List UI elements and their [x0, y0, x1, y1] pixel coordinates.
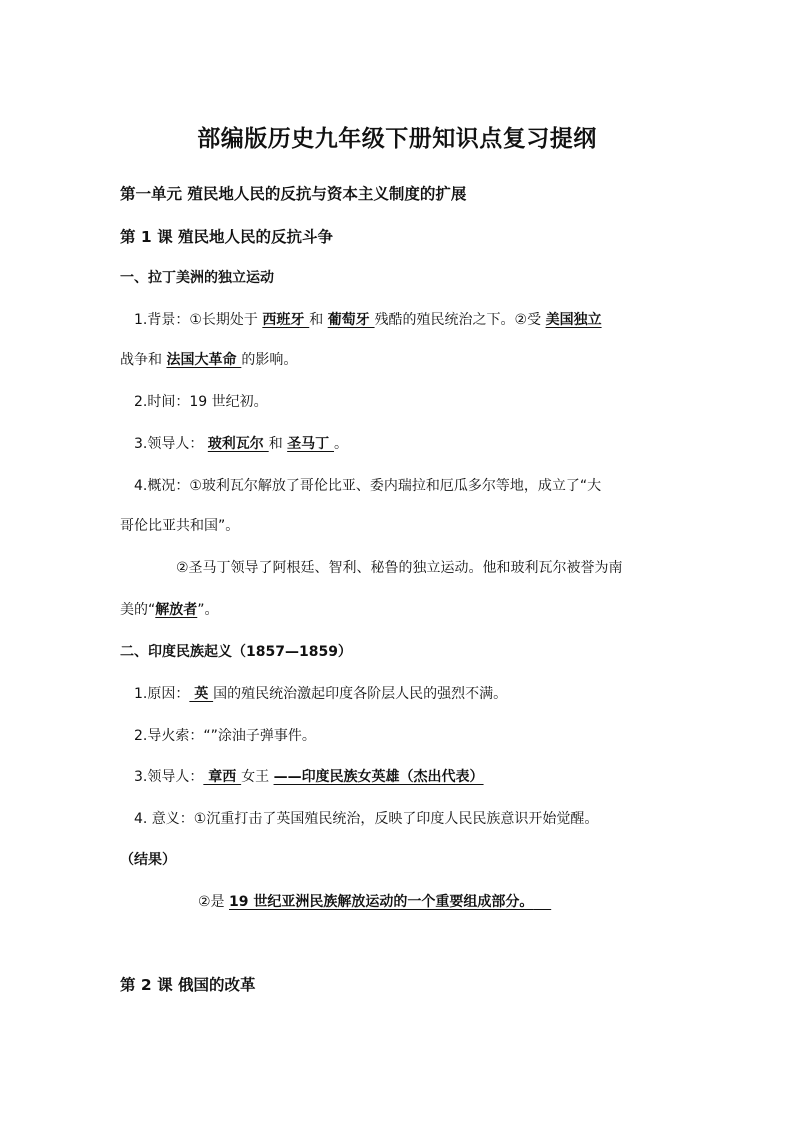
- underline-blank: [533, 894, 551, 910]
- result-label: （结果）: [120, 852, 176, 868]
- leader-line: [134, 434, 348, 454]
- leader-text: 和: [268, 436, 288, 452]
- keyword-san-martin: 圣马丁: [287, 436, 335, 452]
- keyword-portugal: 葡萄牙: [327, 312, 375, 328]
- sec2-leader-line: [134, 767, 484, 787]
- cause-line: [134, 684, 507, 704]
- meaning-line-2: [198, 892, 551, 912]
- background-text: 和: [309, 312, 328, 328]
- keyword-liberator: 解放者: [155, 602, 198, 618]
- cause-text: 1.原因：: [134, 686, 190, 702]
- background-text: 的影响。: [241, 352, 298, 368]
- background-text: 战争和: [120, 352, 167, 368]
- keyword-spain: 西班牙: [262, 312, 310, 328]
- leader-text: 3.领导人：: [134, 436, 208, 452]
- leader-text: 。: [334, 436, 349, 452]
- overview-line-4: [120, 600, 219, 620]
- overview-line-1: 4.概况：①玻利瓦尔解放了哥伦比亚、委内瑞拉和厄瓜多尔等地，成立了“大: [134, 478, 602, 494]
- overview-line-3: ②圣马丁领导了阿根廷、智利、秘鲁的独立运动。他和玻利瓦尔被誉为南: [176, 560, 623, 576]
- keyword-bolivar: 玻利瓦尔: [207, 436, 269, 452]
- sec2-leader-text: 女王: [241, 769, 274, 785]
- lesson-2-heading: 第 2 课 俄国的改革: [120, 976, 256, 994]
- background-text: 残酷的殖民统治之下。②受: [374, 312, 546, 328]
- time-line: 2.时间：19 世纪初。: [134, 394, 268, 410]
- sec2-leader-text: 3.领导人：: [134, 769, 204, 785]
- keyword-heroine: ——印度民族女英雄（杰出代表）: [273, 769, 484, 785]
- meaning-text: ②是: [198, 894, 230, 910]
- section-1-heading: 一、拉丁美洲的独立运动: [120, 270, 274, 286]
- fuse-line: 2.导火索：“”涂油子弹事件。: [134, 728, 316, 744]
- unit-heading: 第一单元 殖民地人民的反抗与资本主义制度的扩展: [120, 185, 467, 203]
- section-2-heading: 二、印度民族起义（1857—1859）: [120, 644, 352, 660]
- meaning-line-1: 4. 意义：①沉重打击了英国殖民统治，反映了印度人民民族意识开始觉醒。: [134, 811, 599, 827]
- background-text: 1.背景：①长期处于: [134, 312, 263, 328]
- overview-text: 美的“: [120, 602, 156, 618]
- background-line-2: [120, 350, 297, 370]
- overview-text: ”。: [197, 602, 219, 618]
- keyword-asian-liberation: 19 世纪亚洲民族解放运动的一个重要组成部分。: [229, 894, 534, 910]
- lesson-1-heading: 第 1 课 殖民地人民的反抗斗争: [120, 228, 333, 246]
- keyword-american-independence: 美国独立: [545, 312, 602, 328]
- keyword-britain: 英: [189, 686, 214, 702]
- keyword-jhansi: 章西: [203, 769, 242, 785]
- cause-text: 国的殖民统治激起印度各阶层人民的强烈不满。: [213, 686, 508, 702]
- document-title: 部编版历史九年级下册知识点复习提纲: [197, 126, 597, 152]
- background-line-1: [134, 310, 602, 330]
- overview-line-2: 哥伦比亚共和国”。: [120, 518, 240, 534]
- keyword-french-revolution: 法国大革命: [166, 352, 242, 368]
